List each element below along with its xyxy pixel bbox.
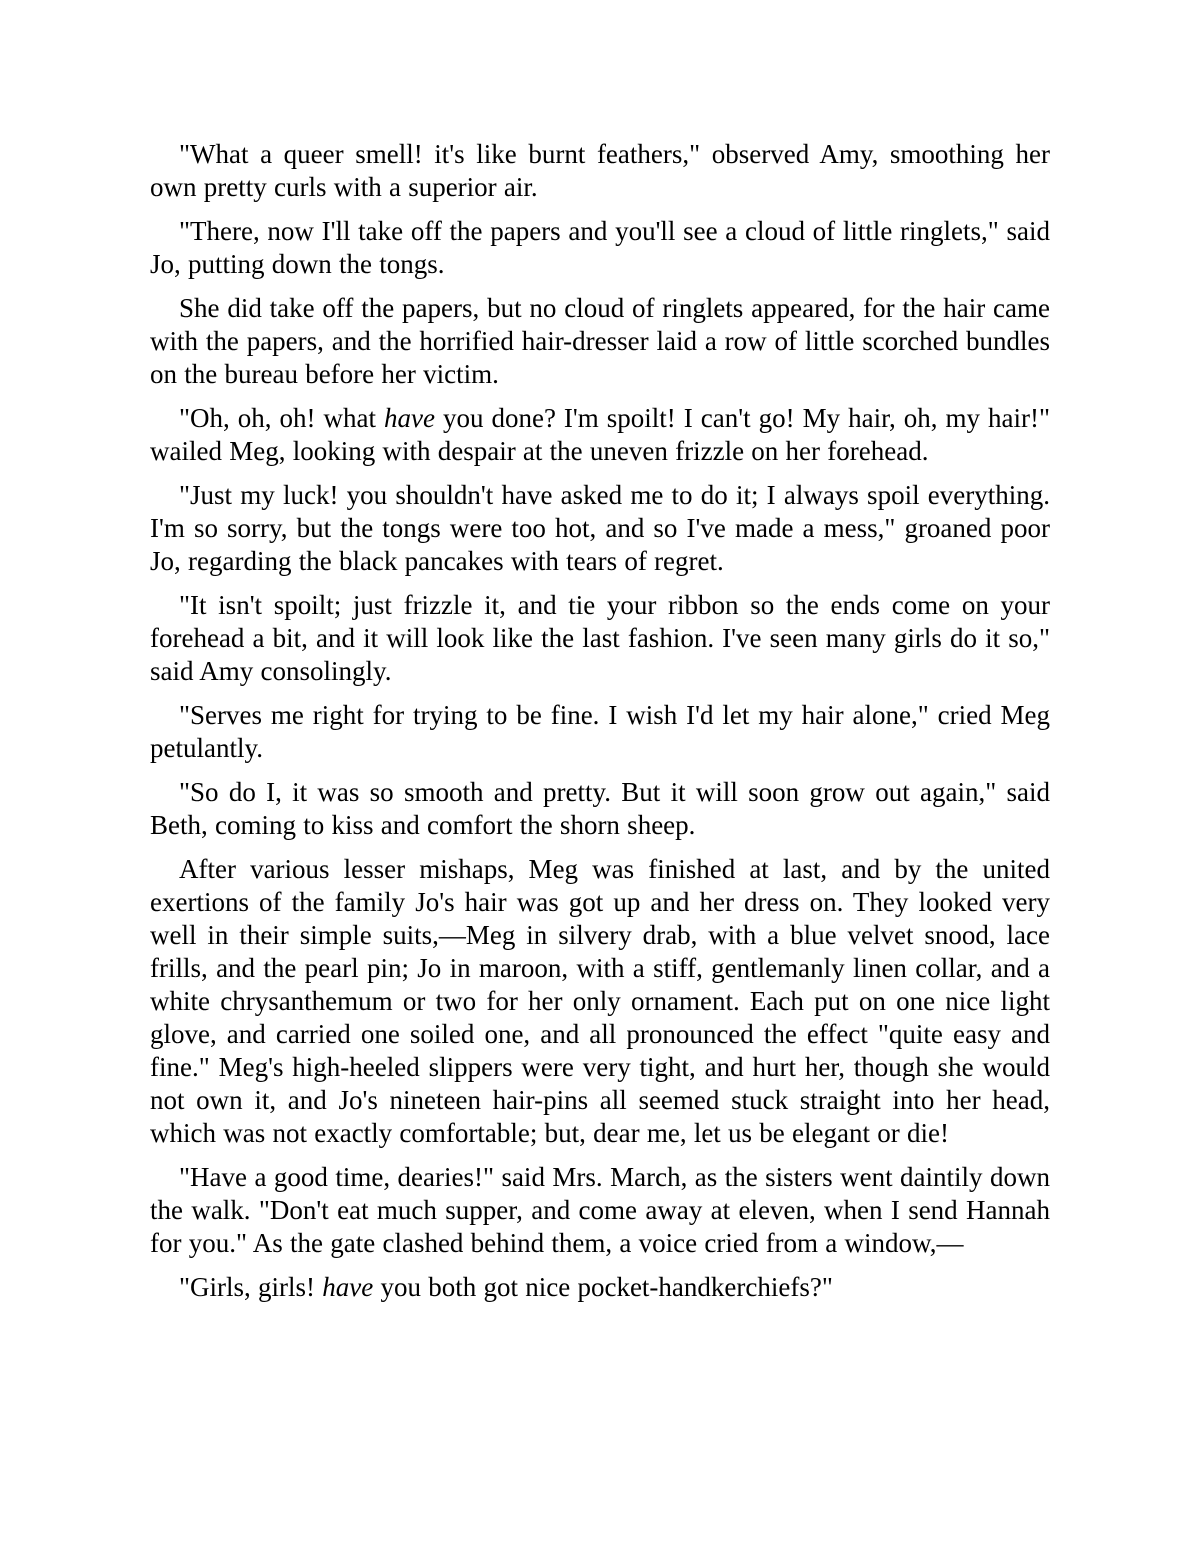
paragraph [150, 853, 1050, 1150]
text-segment: "Oh, oh, oh! what [179, 403, 384, 433]
text-segment: She did take off the papers, but no cloud of ringlets appeared, for the hair came with the papers, and the horrified hair-dresser laid a row of little scorched bundles on the bureau before her victim. [150, 293, 1050, 389]
text-segment: "Just my luck! you shouldn't have asked me to do it; I always spoil everything. I'm so sorry, but the tongs were too hot, and so I've made a mess," groaned poor Jo, regarding the black pancakes with tears of regret. [150, 480, 1050, 576]
italic-text-segment: have [322, 1272, 374, 1302]
paragraph [150, 1271, 1050, 1304]
text-segment: "There, now I'll take off the papers and you'll see a cloud of little ringlets," said Jo, putting down the tongs. [150, 216, 1050, 279]
text-segment: you both got nice pocket-handkerchiefs?" [373, 1272, 833, 1302]
text-segment: "What a queer smell! it's like burnt feathers," observed Amy, smoothing her own pretty curls with a superior air. [150, 139, 1050, 202]
paragraph [150, 402, 1050, 468]
text-segment: "It isn't spoilt; just frizzle it, and tie your ribbon so the ends come on your forehead a bit, and it will look like the last fashion. I've seen many girls do it so," said Amy consolingly. [150, 590, 1050, 686]
paragraph [150, 699, 1050, 765]
text-segment: "Have a good time, dearies!" said Mrs. March, as the sisters went daintily down the walk. "Don't eat much supper, and come away at eleven, when I send Hannah for you." As the gate clashed behind them, a voice cried from a window,— [150, 1162, 1050, 1258]
text-segment: you done? I'm spoilt! I can't go! My hair, oh, my hair!" wailed Meg, looking with despair at the uneven frizzle on her forehead. [150, 403, 1050, 466]
italic-text-segment: have [384, 403, 435, 433]
paragraph [150, 138, 1050, 204]
paragraph [150, 776, 1050, 842]
text-segment: "So do I, it was so smooth and pretty. But it will soon grow out again," said Beth, coming to kiss and comfort the shorn sheep. [150, 777, 1050, 840]
paragraph [150, 1161, 1050, 1260]
text-column [150, 138, 1050, 1304]
paragraph [150, 292, 1050, 391]
text-segment: After various lesser mishaps, Meg was finished at last, and by the united exertions of the family Jo's hair was got up and her dress on. They looked very well in their simple suits,—Meg in silvery drab, with a blue velvet snood, lace frills, and the pearl pin; Jo in maroon, with a stiff, gentlemanly linen collar, and a white chrysanthemum or two for her only ornament. Each put on one nice light glove, and carried one soiled one, and all pronounced the effect "quite easy and fine." Meg's high-heeled slippers were very tight, and hurt her, though she would not own it, and Jo's nineteen hair-pins all seemed stuck straight into her head, which was not exactly comfortable; but, dear me, let us be elegant or die! [150, 854, 1050, 1148]
text-segment: "Girls, girls! [179, 1272, 323, 1302]
paragraph [150, 479, 1050, 578]
paragraph [150, 215, 1050, 281]
text-segment: "Serves me right for trying to be fine. I wish I'd let my hair alone," cried Meg petulantly. [150, 700, 1050, 763]
paragraph [150, 589, 1050, 688]
